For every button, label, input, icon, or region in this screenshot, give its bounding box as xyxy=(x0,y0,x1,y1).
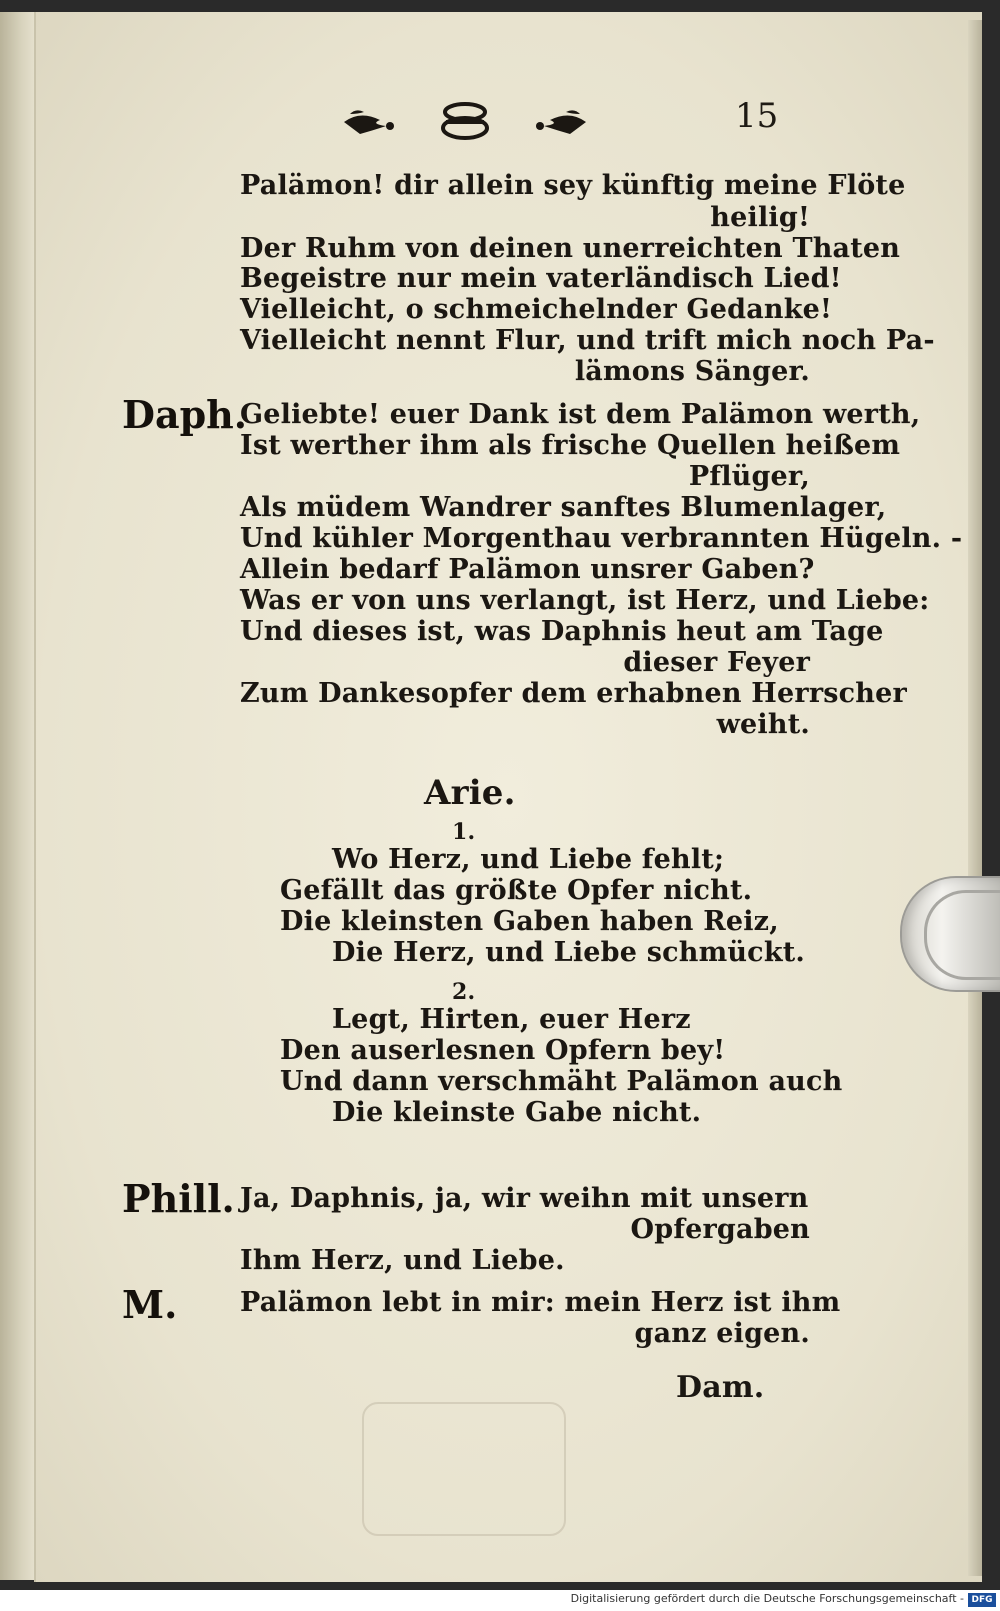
verse-line: Und kühler Morgenthau verbrannten Hügeln. - xyxy=(240,523,963,554)
speaker-label-phill: Phill. xyxy=(122,1176,235,1221)
aria-line: Den auserlesnen Opfern bey! xyxy=(280,1035,726,1066)
verse-line: Palämon! dir allein sey künftig meine Flöte xyxy=(240,170,906,201)
verse-line: Geliebte! euer Dank ist dem Palämon werth, xyxy=(240,399,921,430)
verse-line: Vielleicht nennt Flur, und trift mich noch Pa- xyxy=(240,325,935,356)
aria-line: Die Herz, und Liebe schmückt. xyxy=(332,937,806,968)
aria-title: Arie. xyxy=(424,773,516,813)
verse-line: lämons Sänger. xyxy=(574,356,810,387)
verse-line: Vielleicht, o schmeichelnder Gedanke! xyxy=(240,294,833,325)
dfg-logo[interactable]: DFG xyxy=(968,1593,996,1607)
stanza-number: 2. xyxy=(452,979,476,1005)
verse-line: Allein bedarf Palämon unsrer Gaben? xyxy=(240,554,815,585)
stanza-number: 1. xyxy=(452,819,476,845)
verse-line: Pflüger, xyxy=(688,461,810,492)
verse-line: Der Ruhm von deinen unerreichten Thaten xyxy=(240,233,901,264)
page-turn-tab-inner xyxy=(924,890,1000,980)
verse-line: ganz eigen. xyxy=(634,1318,810,1349)
verse-line: Und dieses ist, was Daphnis heut am Tage xyxy=(240,616,884,647)
verse-line: Zum Dankesopfer dem erhabnen Herrscher xyxy=(240,678,907,709)
verse-line: Als müdem Wandrer sanftes Blumenlager, xyxy=(240,492,887,523)
crown-ornament-icon xyxy=(443,104,487,138)
header-ornament-icon xyxy=(340,100,590,144)
aria-line: Gefällt das größte Opfer nicht. xyxy=(280,875,753,906)
verse-line: dieser Feyer xyxy=(623,647,810,678)
verse-line: Ja, Daphnis, ja, wir weihn mit unsern xyxy=(240,1183,809,1214)
aria-line: Die kleinste Gabe nicht. xyxy=(332,1097,702,1128)
aria-line: Wo Herz, und Liebe fehlt; xyxy=(332,844,725,875)
verse-line: heilig! xyxy=(710,202,810,233)
verse-line: Ist werther ihm als frische Quellen heißem xyxy=(240,430,901,461)
aria-line: Und dann verschmäht Palämon auch xyxy=(280,1066,843,1097)
aria-line: Die kleinsten Gaben haben Reiz, xyxy=(280,906,779,937)
verse-line: Was er von uns verlangt, ist Herz, und Liebe: xyxy=(240,585,930,616)
digitization-credit: Digitalisierung gefördert durch die Deutsche Forschungsgemeinschaft - xyxy=(570,1592,964,1605)
verse-line: Opfergaben xyxy=(630,1214,810,1245)
verse-line: Begeistre nur mein vaterländisch Lied! xyxy=(240,263,842,294)
speaker-label-daph: Daph. xyxy=(122,392,248,437)
speaker-label-m: M. xyxy=(122,1282,178,1327)
page-number: 15 xyxy=(735,96,779,136)
library-stamp xyxy=(362,1402,566,1536)
page-left-edge xyxy=(0,12,36,1580)
aria-line: Legt, Hirten, euer Herz xyxy=(332,1004,691,1035)
page-right-edge xyxy=(968,20,982,1576)
verse-line: Palämon lebt in mir: mein Herz ist ihm xyxy=(240,1287,841,1318)
verse-line: Ihm Herz, und Liebe. xyxy=(240,1245,565,1276)
leaf-ornament-icon xyxy=(344,110,394,134)
verse-line: weiht. xyxy=(716,709,810,740)
catchword: Dam. xyxy=(676,1370,765,1405)
leaf-ornament-icon xyxy=(536,110,586,134)
